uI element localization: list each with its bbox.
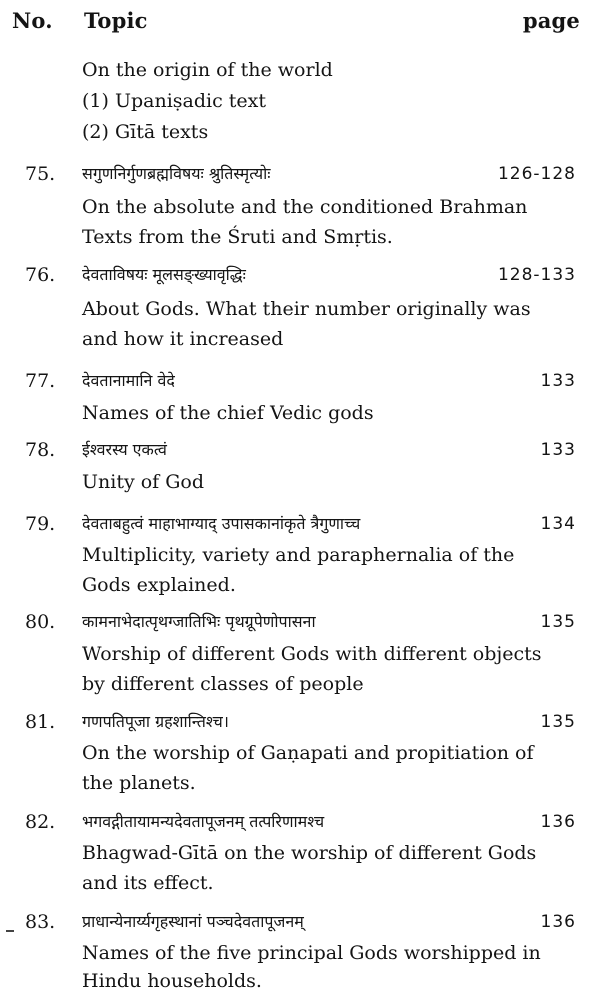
entry-page: 133 [540, 371, 576, 391]
entry-number: 83. [25, 911, 56, 933]
entry-number: 79. [25, 513, 56, 535]
entry-desc: and how it increased [82, 328, 284, 350]
entry-desc: Bhagwad-Gītā on the worship of different Gods [82, 842, 537, 864]
entry-desc: Multiplicity, variety and paraphernalia of the [82, 544, 515, 566]
entry-number: 80. [25, 611, 56, 633]
entry-desc: Worship of different Gods with different objects [82, 643, 542, 665]
entry-number: 81. [25, 711, 56, 733]
entry-number: 82. [25, 811, 56, 833]
entry-number: 78. [25, 439, 56, 461]
entry-sanskrit: ईश्वरस्य एकत्वं [82, 440, 167, 459]
entry-desc: and its effect. [82, 872, 214, 894]
entry-sanskrit: कामनाभेदात्पृथग्जातिभिः पृथग्रूपेणोपासना [82, 612, 316, 631]
entry-desc: Texts from the Śruti and Smṛtis. [82, 226, 393, 248]
entry-page: 136 [540, 912, 576, 932]
scan-mark [6, 930, 14, 932]
header-no: No. [12, 8, 53, 33]
entry-desc: the planets. [82, 772, 196, 794]
entry-page: 135 [540, 612, 576, 632]
header-page: page [522, 8, 580, 33]
entry-sanskrit: प्राधान्येनार्य्यगृहस्थानां पञ्चदेवतापूजनम् [82, 912, 304, 931]
entry-desc: Names of the five principal Gods worshipped in [82, 942, 541, 964]
entry-page: 126-128 [497, 164, 576, 184]
entry-number: 76. [25, 264, 56, 286]
entry-sanskrit: भगवद्गीतायामन्यदेवतापूजनम् तत्परिणामश्च [82, 812, 325, 831]
entry-page: 135 [540, 712, 576, 732]
entry-page: 133 [540, 440, 576, 460]
entry-page: 128-133 [497, 265, 576, 285]
entry-sanskrit: गणपतिपूजा ग्रहशान्तिश्च। [82, 712, 229, 731]
entry-number: 75. [25, 163, 56, 185]
entry-page: 134 [540, 514, 576, 534]
entry-desc: On the absolute and the conditioned Brahman [82, 196, 528, 218]
entry-desc: by different classes of people [82, 673, 364, 695]
entry-sanskrit: देवताबहुत्वं माहाभाग्याद् उपासकानांकृते त्रैगुणाच्च [82, 514, 361, 533]
intro-line: (2) Gītā texts [82, 121, 209, 143]
entry-sanskrit: देवताविषयः मूलसङ्ख्यावृद्धिः [82, 265, 246, 284]
entry-sanskrit: देवतानामानि वेदे [82, 371, 175, 390]
entry-page: 136 [540, 812, 576, 832]
entry-desc: Names of the chief Vedic gods [82, 402, 374, 424]
entry-desc: Gods explained. [82, 574, 236, 596]
entry-number: 77. [25, 370, 56, 392]
entry-desc: Hindu households. [82, 970, 262, 992]
intro-line: On the origin of the world [82, 59, 333, 81]
entry-desc: On the worship of Gaṇapati and propitiation of [82, 742, 534, 764]
entry-sanskrit: सगुणनिर्गुणब्रह्मविषयः श्रुतिस्मृत्योः [82, 164, 271, 183]
header-topic: Topic [84, 8, 148, 33]
entry-desc: About Gods. What their number originally was [82, 298, 531, 320]
intro-line: (1) Upaniṣadic text [82, 90, 266, 112]
entry-desc: Unity of God [82, 471, 205, 493]
